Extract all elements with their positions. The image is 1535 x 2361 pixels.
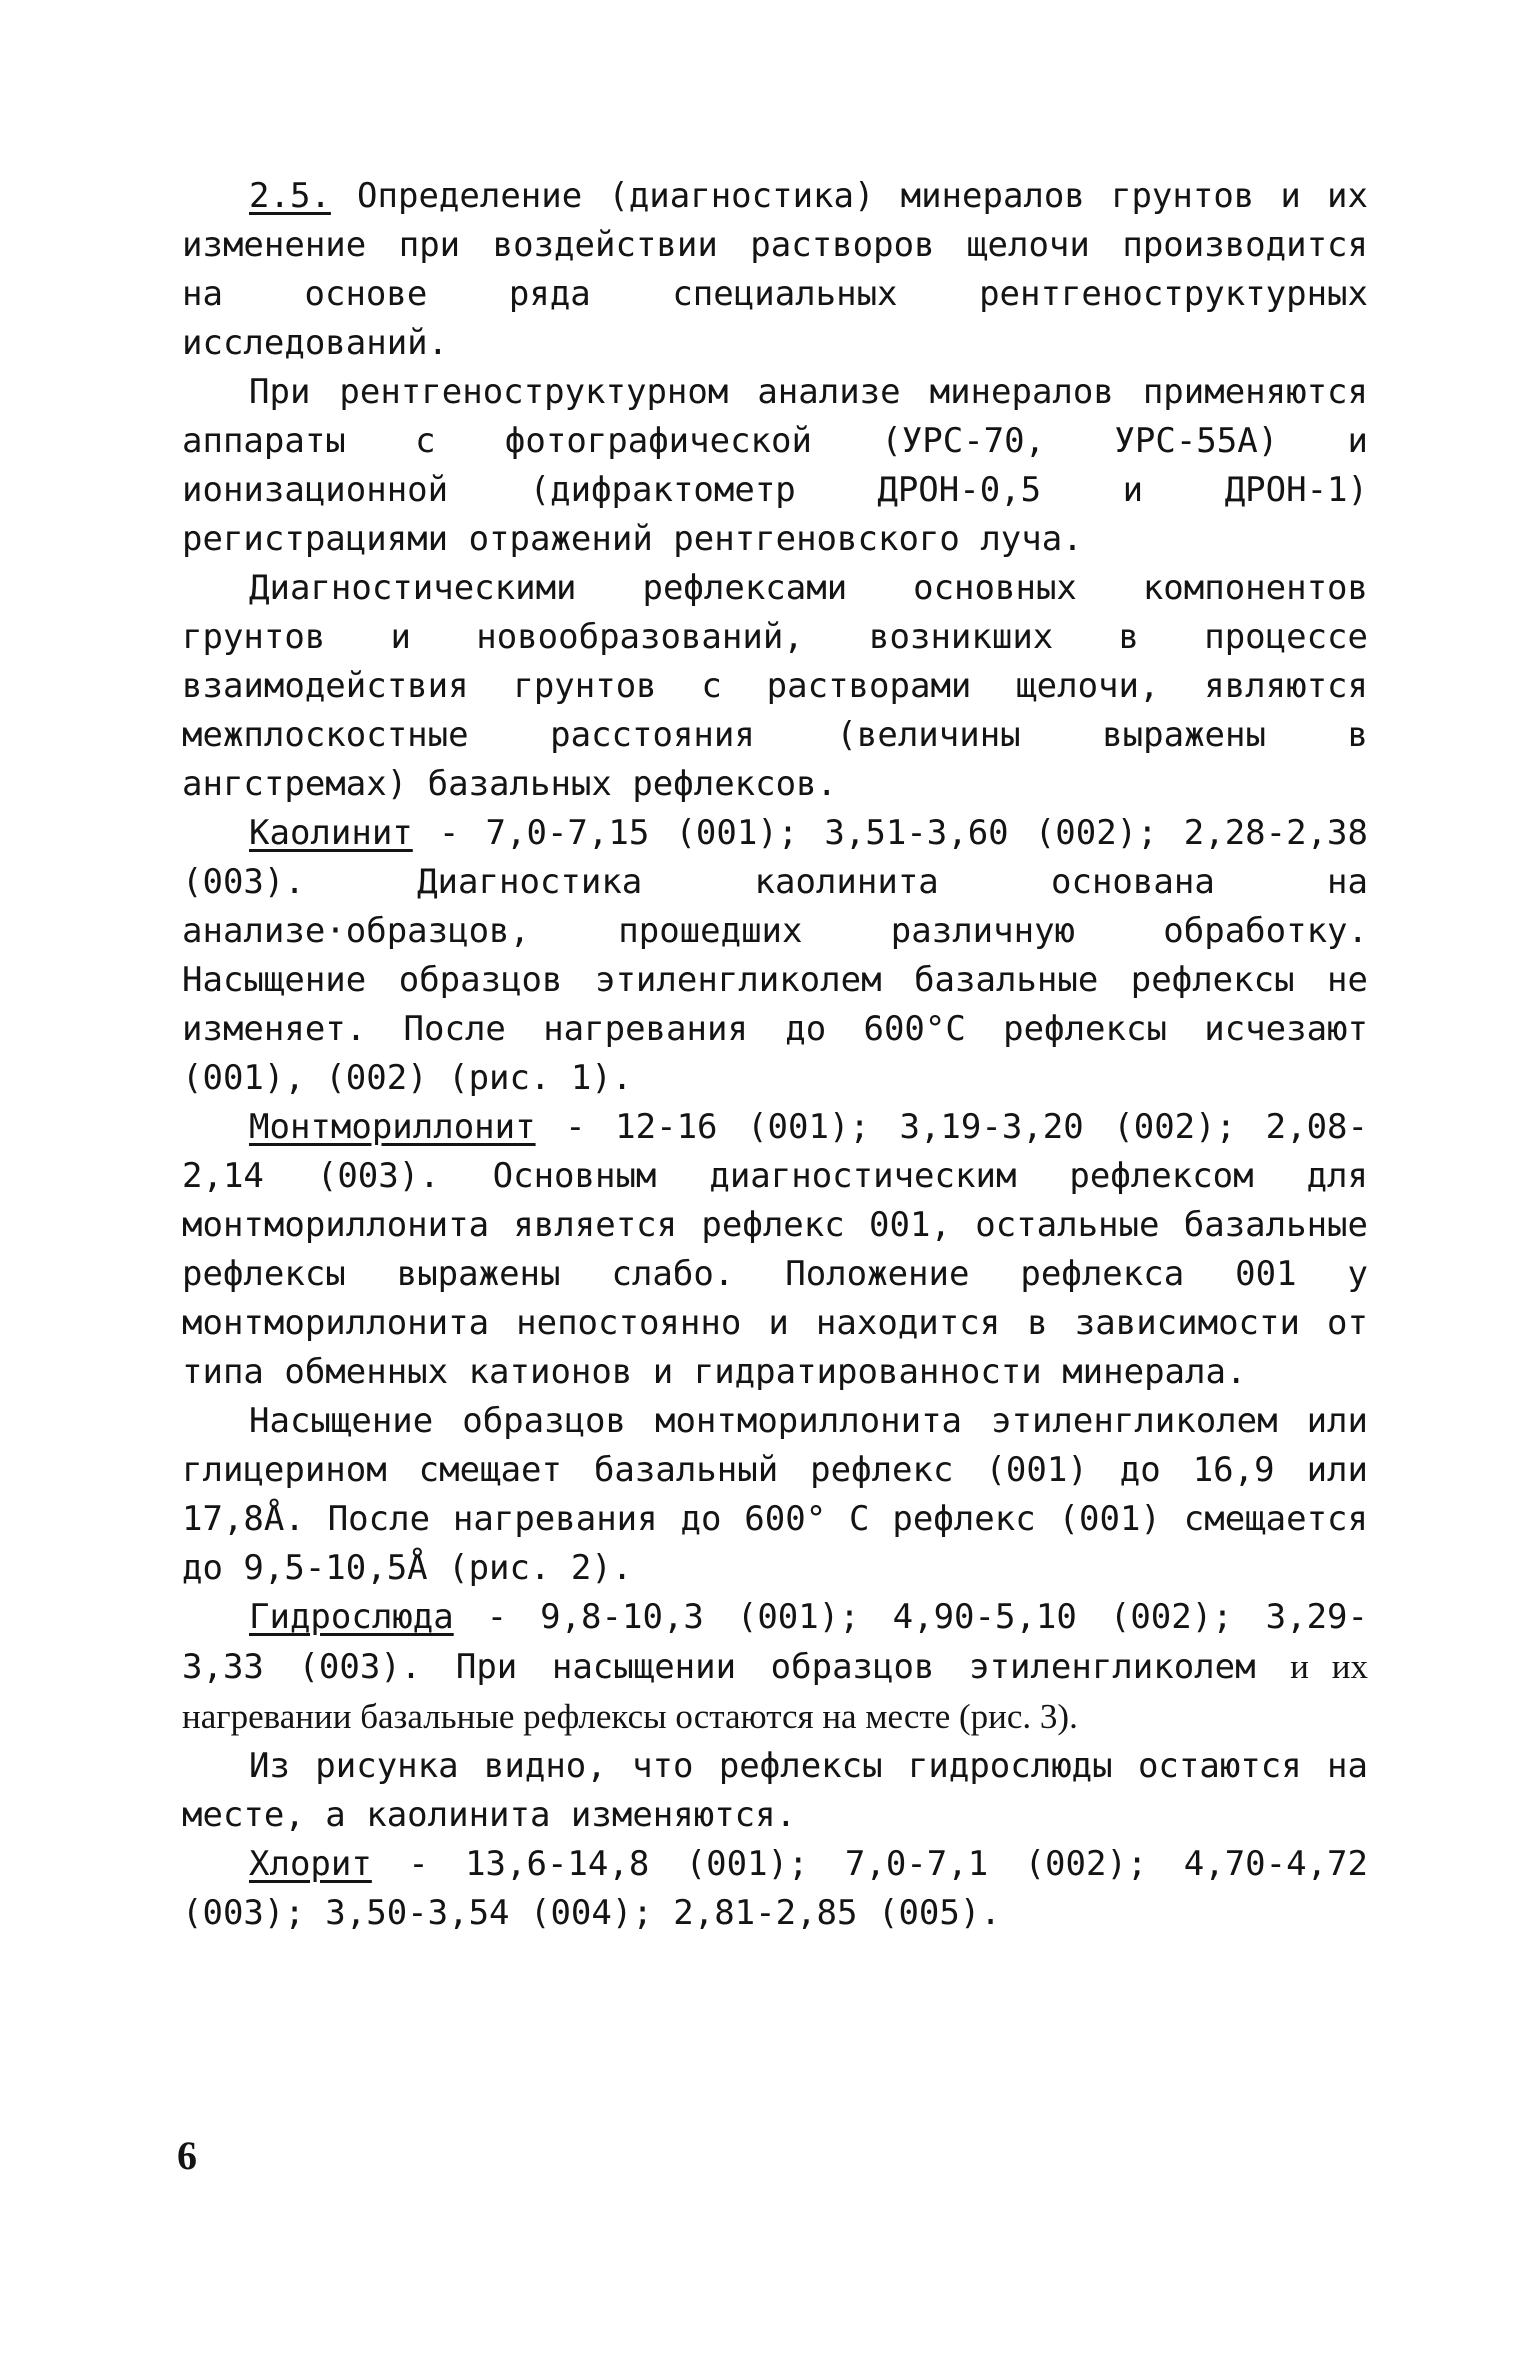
hydromica-paragraph bbox=[182, 1593, 1368, 1742]
hydromica-text-a: - 9,8-10,3 (001); 4,90-5,10 (002); 3,29-3,33 (003). При насыщении образцов этиленгликолем bbox=[182, 1597, 1368, 1687]
chlorite-text: - 13,6-14,8 (001); 7,0-7,1 (002); 4,70-4,72 (003); 3,50-3,54 (004); 2,81-2,85 (005). bbox=[182, 1844, 1368, 1933]
page-number: 6 bbox=[177, 2133, 197, 2178]
hydromica-text-b: и их нагревании базальные рефлексы остаются на месте (рис. 3). bbox=[182, 1647, 1368, 1736]
section-2-5-text: Определение (диагностика) минералов грунтов и их изменение при воздействии растворов щелочи производится на основе ряда специальных рентгеноструктурных исследований. bbox=[182, 176, 1368, 363]
methods-paragraph: При рентгеноструктурном анализе минералов применяются аппараты с фотографической (УРС-70, УРС-55А) и ионизационной (дифрактометр ДРОН-0,5 и ДРОН-1) регистрациями отражений рентгеновского луча. bbox=[182, 372, 1368, 559]
glycol-paragraph: Насыщение образцов монтмориллонита этиленгликолем или глицерином смещает базальный рефлекс (001) до 16,9 или 17,8Å. После нагревания до 600° С рефлекс (001) смещается до 9,5-10,5Å (рис. 2). bbox=[182, 1401, 1368, 1588]
chlorite-paragraph bbox=[182, 1840, 1368, 1938]
section-number: 2.5. bbox=[249, 176, 331, 216]
montmorillonite-paragraph bbox=[182, 1103, 1368, 1397]
figure-paragraph: Из рисунка видно, что рефлексы гидрослюды остаются на месте, а каолинита изменяются. bbox=[182, 1746, 1368, 1835]
kaolinite-text: - 7,0-7,15 (001); 3,51-3,60 (002); 2,28-2,38 (003). Диагностика каолинита основана на анализе·образцов, прошедших различную обработку. Насыщение образцов этиленгликолем базальные рефлексы не изменяет. После нагревания до 600°С рефлексы исчезают (001), (002) (рис. 1). bbox=[182, 813, 1368, 1098]
body-text bbox=[182, 172, 1368, 1938]
reflexes-paragraph: Диагностическими рефлексами основных компонентов грунтов и новообразований, возникших в процессе взаимодействия грунтов с растворами щелочи, являются межплоскостные расстояния (величины выражены в ангстремах) базальных рефлексов. bbox=[182, 568, 1368, 804]
chlorite-term: Хлорит bbox=[249, 1844, 372, 1884]
kaolinite-paragraph bbox=[182, 809, 1368, 1103]
montmorillonite-text: - 12-16 (001); 3,19-3,20 (002); 2,08-2,14 (003). Основным диагностическим рефлексом для монтмориллонита является рефлекс 001, остальные базальные рефлексы выражены слабо. Положение рефлекса 001 у монтмориллонита непостоянно и находится в зависимости от типа обменных катионов и гидратированности минерала. bbox=[182, 1107, 1368, 1392]
hydromica-term: Гидрослюда bbox=[249, 1597, 454, 1637]
section-2-5-paragraph bbox=[182, 172, 1368, 368]
montmorillonite-term: Монтмориллонит bbox=[249, 1107, 536, 1147]
kaolinite-term: Каолинит bbox=[249, 813, 413, 853]
